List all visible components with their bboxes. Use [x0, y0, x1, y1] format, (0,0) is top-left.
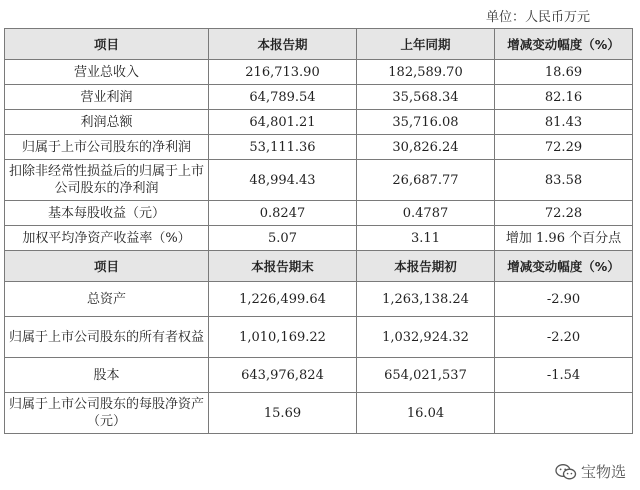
table-row: [5, 358, 633, 393]
prior-value-cell: 182,589.70: [357, 60, 495, 85]
current-value-cell: 1,226,499.64: [209, 282, 357, 317]
current-value-cell: 643,976,824: [209, 358, 357, 393]
prior-value-cell: 16.04: [357, 393, 495, 434]
item-cell: 归属于上市公司股东的所有者权益: [5, 317, 209, 358]
header-cell: 本报告期初: [357, 251, 495, 282]
current-value-cell: 0.8247: [209, 201, 357, 226]
change-cell: 81.43: [495, 110, 633, 135]
header-cell: 上年同期: [357, 29, 495, 60]
table-row: [5, 393, 633, 434]
item-cell: 归属于上市公司股东的每股净资产（元）: [5, 393, 209, 434]
current-value-cell: 1,010,169.22: [209, 317, 357, 358]
financial-summary-table: [4, 28, 633, 434]
header-cell: 项目: [5, 251, 209, 282]
change-cell: -2.20: [495, 317, 633, 358]
current-value-cell: 15.69: [209, 393, 357, 434]
table-row: [5, 226, 633, 251]
table-row: [5, 201, 633, 226]
table-row: [5, 317, 633, 358]
current-value-cell: 64,801.21: [209, 110, 357, 135]
change-cell: -2.90: [495, 282, 633, 317]
prior-value-cell: 35,716.08: [357, 110, 495, 135]
prior-value-cell: 3.11: [357, 226, 495, 251]
current-value-cell: 48,994.43: [209, 160, 357, 201]
prior-value-cell: 30,826.24: [357, 135, 495, 160]
header-cell: 项目: [5, 29, 209, 60]
change-cell: 增加 1.96 个百分点: [495, 226, 633, 251]
table-row: [5, 85, 633, 110]
current-value-cell: 216,713.90: [209, 60, 357, 85]
current-value-cell: 5.07: [209, 226, 357, 251]
change-cell: 72.29: [495, 135, 633, 160]
header-cell: 本报告期: [209, 29, 357, 60]
header-cell: 本报告期末: [209, 251, 357, 282]
change-cell: 18.69: [495, 60, 633, 85]
prior-value-cell: 1,263,138.24: [357, 282, 495, 317]
change-cell: 83.58: [495, 160, 633, 201]
table-row: [5, 135, 633, 160]
change-cell: -1.54: [495, 358, 633, 393]
prior-value-cell: 26,687.77: [357, 160, 495, 201]
table-header-row: [5, 251, 633, 282]
prior-value-cell: 1,032,924.32: [357, 317, 495, 358]
item-cell: 营业利润: [5, 85, 209, 110]
change-cell: 82.16: [495, 85, 633, 110]
table-row: [5, 160, 633, 201]
prior-value-cell: 0.4787: [357, 201, 495, 226]
change-cell: [495, 393, 633, 434]
current-value-cell: 64,789.54: [209, 85, 357, 110]
wechat-icon: [555, 463, 577, 481]
header-cell: 增减变动幅度（%）: [495, 251, 633, 282]
prior-value-cell: 35,568.34: [357, 85, 495, 110]
item-cell: 总资产: [5, 282, 209, 317]
current-value-cell: 53,111.36: [209, 135, 357, 160]
header-cell: 增减变动幅度（%）: [495, 29, 633, 60]
item-cell: 加权平均净资产收益率（%）: [5, 226, 209, 251]
item-cell: 营业总收入: [5, 60, 209, 85]
watermark-text: 宝物选: [580, 463, 626, 481]
item-cell: 股本: [5, 358, 209, 393]
prior-value-cell: 654,021,537: [357, 358, 495, 393]
change-cell: 72.28: [495, 201, 633, 226]
watermark: [555, 461, 626, 482]
unit-label: 单位：人民币万元: [485, 10, 590, 25]
item-cell: 归属于上市公司股东的净利润: [5, 135, 209, 160]
table-row: [5, 60, 633, 85]
item-cell: 利润总额: [5, 110, 209, 135]
table-header-row: [5, 29, 633, 60]
item-cell: 基本每股收益（元）: [5, 201, 209, 226]
item-cell: 扣除非经常性损益后的归属于上市公司股东的净利润: [5, 160, 209, 201]
table-row: [5, 282, 633, 317]
table-row: [5, 110, 633, 135]
